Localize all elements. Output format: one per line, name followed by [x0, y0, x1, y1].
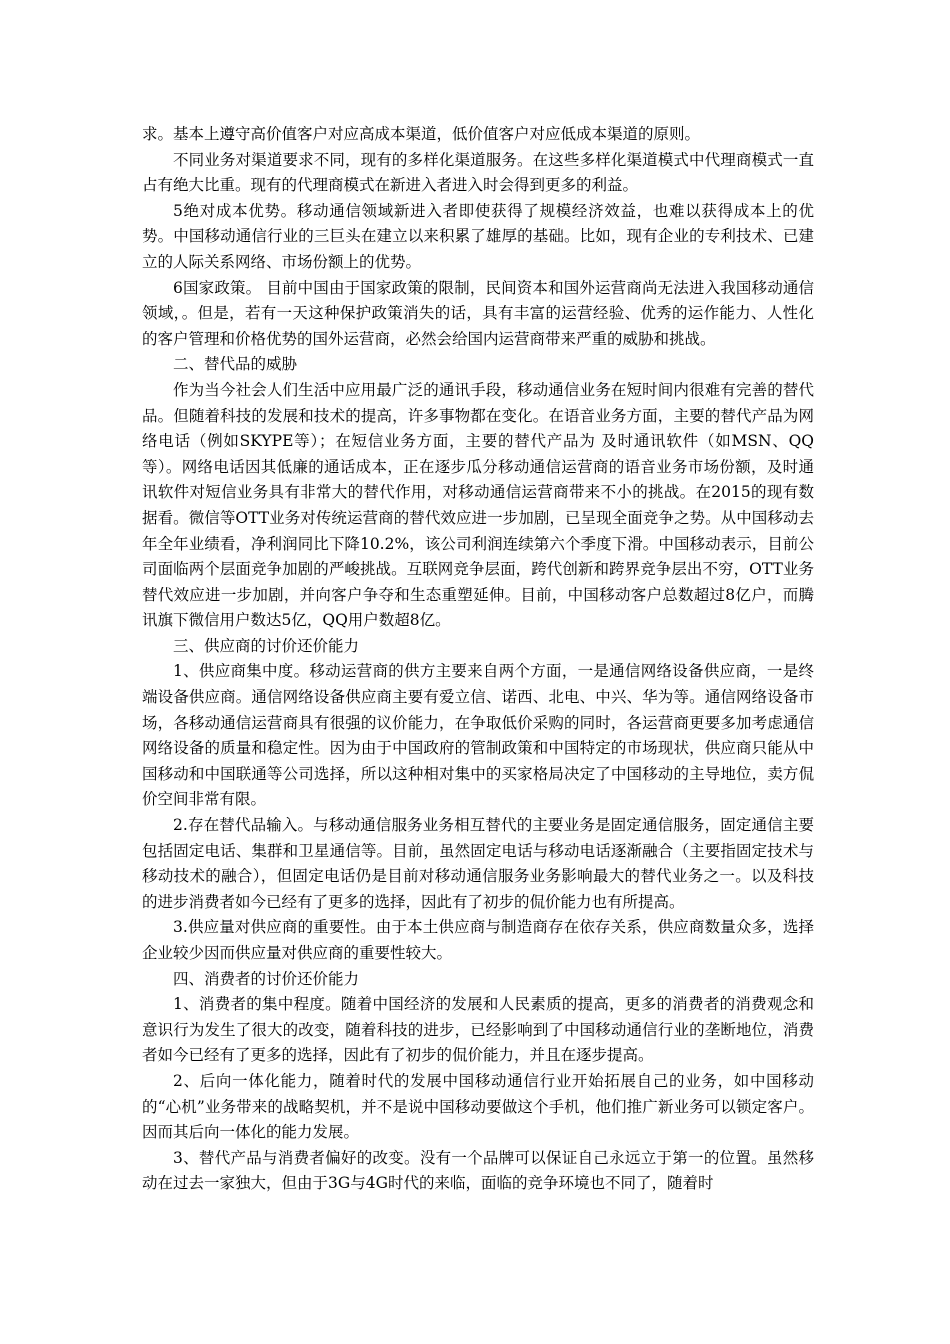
paragraph-backward-integration: 2、后向一体化能力，随着时代的发展中国移动通信行业开始拓展自己的业务，如中国移动的“心机”业务带来的战略契机，并不是说中国移动要做这个手机，他们推广新业务可以锁定客户。因而其后向一体化的能力发展。: [142, 1071, 814, 1142]
section-heading-substitutes: 二、替代品的威胁: [173, 355, 298, 374]
section-heading-buyer-power: 四、消费者的讨价还价能力: [173, 969, 360, 988]
paragraph-preference-change: 3、替代产品与消费者偏好的改变。没有一个品牌可以保证自己永远立于第一的位置。虽然移动在过去一家独大，但由于3G与4G时代的来临，面临的竞争环境也不同了，随着时: [142, 1148, 814, 1193]
paragraph-supply-importance: 3.供应量对供应商的重要性。由于本土供应商与制造商存在依存关系，供应商数量众多，选择企业较少因而供应量对供应商的重要性较大。: [142, 918, 814, 962]
paragraph-national-policy: 6国家政策。 目前中国由于国家政策的限制，民间资本和国外运营商尚无法进入我国移动通信领域，。但是，若有一天这种保护政策消失的话，具有丰富的运营经验、优秀的运作能力、人性化的客户管理和价格优势的国外运营商，必然会给国内运营商带来严重的威胁和挑战。: [142, 278, 814, 348]
paragraph-substitute-input: 2.存在替代品输入。与移动通信服务业务相互替代的主要业务是固定通信服务，固定通信主要包括固定电话、集群和卫星通信等。目前，虽然固定电话与移动电话逐渐融合（主要指固定技术与移动技术的融合），但固定电话仍是目前对移动通信服务业务影响最大的替代业务之一。以及科技的进步消费者如今已经有了更多的选择，因此有了初步的侃价能力也有所提高。: [142, 816, 814, 911]
paragraph-absolute-cost-advantage: 5绝对成本优势。移动通信领域新进入者即使获得了规模经济效益，也难以获得成本上的优势。中国移动通信行业的三巨头在建立以来积累了雄厚的基础。比如，现有企业的专利技术、已建立的人际关系网络、市场份额上的优势。: [142, 201, 814, 271]
document-body: [142, 122, 814, 1197]
paragraph-channel-requirements: 不同业务对渠道要求不同，现有的多样化渠道服务。在这些多样化渠道模式中代理商模式一直占有绝大比重。现有的代理商模式在新进入者进入时会得到更多的利益。: [142, 150, 814, 195]
paragraph-continuation: 求。基本上遵守高价值客户对应高成本渠道，低价值客户对应低成本渠道的原则。: [142, 125, 701, 143]
section-heading-supplier-power: 三、供应商的讨价还价能力: [173, 636, 360, 655]
paragraph-supplier-concentration: 1、供应商集中度。移动运营商的供方主要来自两个方面，一是通信网络设备供应商，一是终端设备供应商。通信网络设备供应商主要有爱立信、诺西、北电、中兴、华为等。通信网络设备市场，各移动通信运营商具有很强的议价能力，在争取低价采购的同时，各运营商更要多加考虑通信网络设备的质量和稳定性。因为由于中国政府的管制政策和中国特定的市场现状，供应商只能从中国移动和中国联通等公司选择，所以这种相对集中的买家格局决定了中国移动的主导地位，卖方侃价空间非常有限。: [142, 662, 814, 809]
paragraph-substitutes-threat: 作为当今社会人们生活中应用最广泛的通讯手段，移动通信业务在短时间内很难有完善的替代品。但随着科技的发展和技术的提高，许多事物都在变化。在语音业务方面，主要的替代产品为网络电话（例如SKYPE等）；在短信业务方面，主要的替代产品为 及时通讯软件（如MSN、QQ等）。网络电话因其低廉的通话成本，正在逐步瓜分移动通信运营商的语音业务市场份额，及时通讯软件对短信业务具有非常大的替代作用，对移动通信运营商带来不小的挑战。在2015的现有数据看。微信等OTT业务对传统运营商的替代效应进一步加剧，已呈现全面竞争之势。从中国移动去年全年业绩看，净利润同比下降10.2%，该公司利润连续第六个季度下滑。中国移动表示，目前公司面临两个层面竞争加剧的严峻挑战。互联网竞争层面，跨代创新和跨界竞争层出不穷，OTT业务替代效应进一步加剧，并向客户争夺和生态重塑延伸。目前，中国移动客户总数超过8亿户，而腾讯旗下微信用户数达5亿，QQ用户数超8亿。: [142, 380, 814, 630]
paragraph-buyer-concentration: 1、消费者的集中程度。随着中国经济的发展和人民素质的提高，更多的消费者的消费观念和意识行为发生了很大的改变，随着科技的进步，已经影响到了中国移动通信行业的垄断地位，消费者如今已经有了更多的选择，因此有了初步的侃价能力，并且在逐步提高。: [142, 995, 814, 1065]
